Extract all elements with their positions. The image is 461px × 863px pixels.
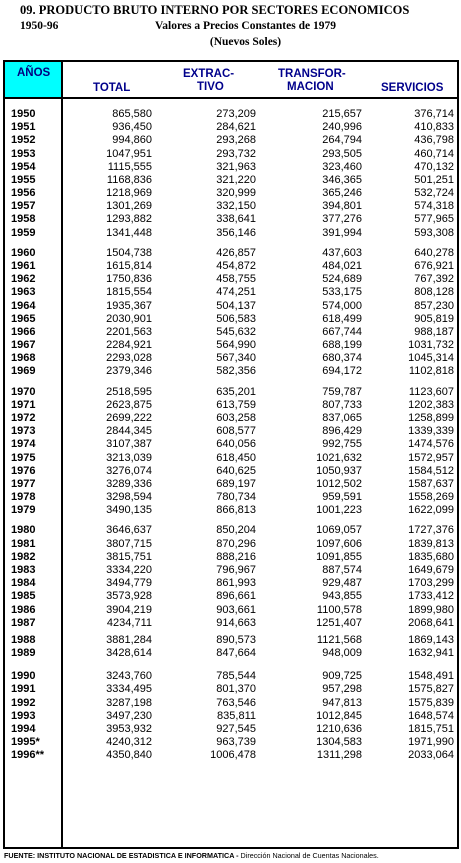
transformacion-cell: 992,755 [322,438,362,451]
transformacion-cell: 959,591 [322,491,362,503]
table-row [3,736,459,749]
table-row [3,365,459,378]
total-cell: 3428,614 [106,647,152,659]
total-cell: 3276,074 [106,464,152,477]
year-cell: 1964 [11,299,36,312]
table-row [3,326,459,339]
table-row [3,260,459,273]
table-row [3,723,459,736]
year-cell: 1955 [11,173,36,186]
servicios-cell: 1202,383 [408,398,454,411]
transformacion-cell: 365,246 [322,187,362,200]
year-cell: 1988 [11,633,36,646]
extractivo-cell: 284,621 [216,121,256,134]
table-row [3,465,459,478]
servicios-cell: 1733,412 [408,590,454,603]
table-row [3,634,459,647]
table-row [3,108,459,121]
total-cell: 3904,219 [106,603,152,616]
servicios-cell: 1899,980 [408,603,454,616]
extractivo-cell: 785,544 [216,670,256,683]
extractivo-cell: 567,340 [216,352,256,365]
extractivo-cell: 890,573 [216,633,256,646]
table-row [3,617,459,630]
extractivo-cell: 454,872 [216,260,256,272]
transformacion-cell: 1012,502 [316,477,362,490]
total-cell: 4350,840 [106,749,152,762]
year-cell: 1992 [11,696,36,709]
transformacion-cell: 1251,407 [316,616,362,629]
extractivo-cell: 564,990 [216,339,256,352]
transformacion-cell: 957,298 [322,683,362,696]
year-cell: 1967 [11,339,36,352]
extractivo-cell: 801,370 [216,683,256,696]
table-row [3,452,459,465]
table-row [3,647,459,660]
extractivo-cell: 504,137 [216,299,256,312]
total-cell: 2699,222 [106,412,152,424]
total-cell: 3497,230 [106,709,152,722]
total-cell: 3287,198 [106,696,152,709]
total-cell: 2844,345 [106,425,152,438]
year-cell: 1969 [11,365,36,378]
total-cell: 3953,932 [106,722,152,735]
servicios-cell: 1045,314 [408,352,454,365]
transformacion-cell: 948,009 [322,647,362,659]
table-title: 09. PRODUCTO BRUTO INTERNO POR SECTORES ECONOMICOS [20,3,410,17]
transformacion-cell: 680,374 [322,352,362,365]
table-row [3,313,459,326]
extractivo-cell: 474,251 [216,286,256,299]
year-cell: 1971 [11,398,36,411]
servicios-cell: 577,965 [414,213,454,226]
year-cell: 1989 [11,647,36,659]
source-note-bold: FUENTE: INSTITUTO NACIONAL DE ESTADISTICA E INFORMATICA - [4,851,239,860]
transformacion-cell: 484,021 [322,260,362,272]
servicios-cell: 1632,941 [408,647,454,659]
year-cell: 1953 [11,147,36,160]
extractivo-cell: 426,857 [216,246,256,259]
servicios-cell: 376,714 [414,108,454,120]
year-cell: 1951 [11,121,36,134]
table-row [3,683,459,696]
extractivo-cell: 689,197 [216,477,256,490]
transformacion-cell: 264,794 [322,134,362,147]
total-cell: 2518,595 [106,385,152,398]
header-anos: AÑOS [17,67,51,79]
year-cell: 1950 [11,108,36,120]
total-cell: 4234,711 [106,616,152,629]
transformacion-cell: 1021,632 [316,451,362,464]
total-cell: 2293,028 [106,352,152,365]
transformacion-cell: 1311,298 [316,749,362,762]
year-cell: 1958 [11,213,36,226]
table-row [3,504,459,517]
transformacion-cell: 574,000 [322,299,362,312]
servicios-cell: 2033,064 [408,749,454,762]
extractivo-cell: 321,963 [216,160,256,173]
transformacion-cell: 837,065 [322,412,362,424]
transformacion-cell: 909,725 [322,670,362,683]
year-cell: 1960 [11,246,36,259]
subtitle-units: (Nuevos Soles) [209,36,282,48]
source-note-light: Dirección Nacional de Cuentas Nacionales. [238,851,379,860]
servicios-cell: 436,798 [414,134,454,147]
header-extractivo [183,68,234,94]
year-cell: 1965 [11,312,36,325]
servicios-cell: 1123,607 [408,385,454,398]
table-row [3,300,459,313]
transformacion-cell: 1069,057 [316,524,362,537]
servicios-cell: 1258,899 [408,412,454,424]
year-cell: 1961 [11,260,36,272]
transformacion-cell: 524,689 [322,273,362,286]
extractivo-cell: 927,545 [216,722,256,735]
total-cell: 3573,928 [106,590,152,603]
extractivo-cell: 640,056 [216,438,256,451]
total-cell: 3807,715 [106,537,152,550]
transformacion-cell: 1012,845 [316,709,362,722]
total-cell: 1047,951 [106,147,152,160]
total-cell: 4240,312 [106,736,152,749]
servicios-cell: 1031,732 [408,339,454,352]
total-cell: 994,860 [112,134,152,147]
transformacion-cell: 1091,855 [316,550,362,563]
transformacion-cell: 1100,578 [316,603,362,616]
table-row [3,577,459,590]
table-row [3,438,459,451]
extractivo-cell: 796,967 [216,563,256,576]
year-cell: 1990 [11,670,36,683]
table-row [3,604,459,617]
year-cell: 1962 [11,273,36,286]
extractivo-cell: 780,734 [216,491,256,503]
extractivo-cell: 293,732 [216,147,256,160]
total-cell: 2623,875 [106,398,152,411]
total-cell: 1293,882 [106,213,152,226]
table-row [3,538,459,551]
transformacion-cell: 1050,937 [316,464,362,477]
servicios-cell: 808,128 [414,286,454,299]
servicios-cell: 1622,099 [408,504,454,517]
extractivo-cell: 888,216 [216,550,256,563]
servicios-cell: 1835,680 [408,550,454,563]
extractivo-cell: 914,663 [216,616,256,629]
total-cell: 3213,039 [106,451,152,464]
year-cell: 1982 [11,550,36,563]
transformacion-cell: 1121,568 [316,633,362,646]
year-cell: 1966 [11,325,36,338]
extractivo-cell: 866,813 [216,504,256,517]
year-cell: 1986 [11,603,36,616]
table-row [3,670,459,683]
table-row [3,412,459,425]
total-cell: 1115,555 [107,160,152,173]
year-cell: 1987 [11,616,36,629]
table-row [3,339,459,352]
table-row [3,551,459,564]
year-cell: 1972 [11,412,36,424]
servicios-cell: 676,921 [414,260,454,272]
transformacion-cell: 807,733 [322,398,362,411]
servicios-cell: 532,724 [414,187,454,200]
extractivo-cell: 847,664 [216,647,256,659]
servicios-cell: 1727,376 [408,524,454,537]
total-cell: 3334,220 [106,563,152,576]
year-cell: 1968 [11,352,36,365]
extractivo-cell: 608,577 [216,425,256,438]
extractivo-cell: 582,356 [216,365,256,378]
table-row [3,352,459,365]
servicios-cell: 988,187 [414,325,454,338]
servicios-cell: 1102,818 [408,365,454,378]
year-cell: 1974 [11,438,36,451]
header-total: TOTAL [93,82,131,94]
servicios-cell: 460,714 [414,147,454,160]
table-row [3,386,459,399]
servicios-cell: 1703,299 [408,577,454,590]
extractivo-cell: 635,201 [216,385,256,398]
transformacion-cell: 240,996 [322,121,362,134]
source-note [4,851,379,860]
transformacion-cell: 346,365 [322,173,362,186]
table-row [3,213,459,226]
extractivo-cell: 763,546 [216,696,256,709]
table-row [3,399,459,412]
transformacion-cell: 323,460 [322,160,362,173]
table-row [3,590,459,603]
servicios-cell: 767,392 [414,273,454,286]
total-cell: 3289,336 [106,477,152,490]
servicios-cell: 501,251 [414,173,454,186]
servicios-cell: 1572,957 [408,451,454,464]
year-cell: 1959 [11,226,36,239]
table-row [3,478,459,491]
transformacion-cell: 215,657 [322,108,362,120]
table-row [3,200,459,213]
table-row [3,161,459,174]
total-cell: 1504,738 [106,246,152,259]
total-cell: 865,580 [112,108,152,120]
transformacion-cell: 533,175 [322,286,362,299]
transformacion-cell: 688,199 [322,339,362,352]
servicios-cell: 574,318 [414,200,454,213]
servicios-cell: 1869,143 [408,633,454,646]
total-cell: 1750,836 [106,273,152,286]
table-row [3,425,459,438]
extractivo-cell: 273,209 [216,108,256,120]
year-cell: 1995* [11,736,40,749]
table-row [3,710,459,723]
period-label: 1950-96 [20,20,59,32]
servicios-cell: 1558,269 [408,491,454,503]
extractivo-cell: 603,258 [216,412,256,424]
total-cell: 3490,135 [106,504,152,517]
table-row [3,174,459,187]
year-cell: 1963 [11,286,36,299]
servicios-cell: 1648,574 [408,709,454,722]
table-row [3,491,459,504]
year-cell: 1980 [11,524,36,537]
total-cell: 1341,448 [106,226,152,239]
header-extractivo-line2: TIVO [197,81,224,93]
servicios-cell: 470,132 [414,160,454,173]
servicios-cell: 1815,751 [408,722,454,735]
servicios-cell: 1575,827 [408,683,454,696]
total-cell: 2030,901 [106,312,152,325]
year-cell: 1970 [11,385,36,398]
year-cell: 1957 [11,200,36,213]
total-cell: 2201,563 [106,325,152,338]
year-cell: 1993 [11,709,36,722]
extractivo-cell: 1006,478 [210,749,256,762]
year-cell: 1991 [11,683,36,696]
year-cell: 1975 [11,451,36,464]
transformacion-cell: 377,276 [322,213,362,226]
total-cell: 1168,836 [106,173,152,186]
servicios-cell: 593,308 [414,226,454,239]
table-row [3,564,459,577]
header-extractivo-line1: EXTRAC- [183,68,235,80]
year-cell: 1973 [11,425,36,438]
transformacion-cell: 929,487 [322,577,362,590]
table-row [3,697,459,710]
header-transformacion-line2: MACION [287,81,334,93]
extractivo-cell: 321,220 [216,173,256,186]
servicios-cell: 1584,512 [408,464,454,477]
table-row [3,134,459,147]
year-cell: 1983 [11,563,36,576]
servicios-cell: 1649,679 [408,563,454,576]
table-row [3,187,459,200]
table-row [3,524,459,537]
total-cell: 1301,269 [106,200,152,213]
year-cell: 1954 [11,160,36,173]
total-cell: 3494,779 [106,577,152,590]
extractivo-cell: 896,661 [216,590,256,603]
extractivo-cell: 618,450 [216,451,256,464]
year-cell: 1977 [11,477,36,490]
extractivo-cell: 458,755 [216,273,256,286]
total-cell: 3646,637 [106,524,152,537]
table-row [3,247,459,260]
transformacion-cell: 759,787 [322,385,362,398]
transformacion-cell: 1001,223 [316,504,362,517]
extractivo-cell: 963,739 [216,736,256,749]
table-row [3,273,459,286]
total-cell: 2379,346 [106,365,152,378]
year-cell: 1985 [11,590,36,603]
total-cell: 3334,495 [106,683,152,696]
transformacion-cell: 394,801 [322,200,362,213]
table-row [3,148,459,161]
servicios-cell: 905,819 [414,312,454,325]
year-cell: 1979 [11,504,36,517]
header-servicios: SERVICIOS [381,82,444,94]
year-cell: 1952 [11,134,36,147]
table-row [3,121,459,134]
servicios-cell: 1587,637 [408,477,454,490]
extractivo-cell: 356,146 [216,226,256,239]
transformacion-cell: 1097,606 [316,537,362,550]
servicios-cell: 1971,990 [408,736,454,749]
total-cell: 3298,594 [106,491,152,503]
year-cell: 1994 [11,722,36,735]
servicios-cell: 410,833 [414,121,454,134]
extractivo-cell: 293,268 [216,134,256,147]
subtitle-prices: Valores a Precios Constantes de 1979 [155,20,336,32]
table-row [3,286,459,299]
table-row [3,749,459,762]
servicios-cell: 1839,813 [408,537,454,550]
extractivo-cell: 338,641 [216,213,256,226]
extractivo-cell: 320,999 [216,187,256,200]
servicios-cell: 1575,839 [408,696,454,709]
extractivo-cell: 332,150 [216,200,256,213]
extractivo-cell: 903,661 [216,603,256,616]
total-cell: 3881,284 [106,633,152,646]
extractivo-cell: 835,811 [217,709,256,722]
transformacion-cell: 437,603 [322,246,362,259]
year-cell: 1996** [11,749,45,762]
transformacion-cell: 896,429 [322,425,362,438]
extractivo-cell: 613,759 [216,398,256,411]
servicios-cell: 1474,576 [408,438,454,451]
transformacion-cell: 947,813 [322,696,362,709]
transformacion-cell: 667,744 [322,325,362,338]
year-cell: 1984 [11,577,36,590]
servicios-cell: 1548,491 [408,670,454,683]
year-cell: 1956 [11,187,36,200]
transformacion-cell: 293,505 [322,147,362,160]
year-cell: 1978 [11,491,36,503]
extractivo-cell: 861,993 [216,577,256,590]
total-cell: 1935,367 [106,299,152,312]
header-transformacion-line1: TRANSFOR- [278,68,346,80]
transformacion-cell: 694,172 [322,365,362,378]
servicios-cell: 857,230 [414,299,454,312]
year-cell: 1981 [11,537,36,550]
servicios-cell: 640,278 [414,246,454,259]
servicios-cell: 1339,339 [408,425,454,438]
transformacion-cell: 1304,583 [316,736,362,749]
total-cell: 3107,387 [106,438,152,451]
total-cell: 936,450 [112,121,152,134]
extractivo-cell: 850,204 [216,524,256,537]
total-cell: 2284,921 [106,339,152,352]
transformacion-cell: 1210,636 [316,722,362,735]
extractivo-cell: 640,625 [216,464,256,477]
transformacion-cell: 391,994 [322,226,362,239]
total-cell: 1815,554 [106,286,152,299]
total-cell: 1218,969 [106,187,152,200]
transformacion-cell: 618,499 [322,312,362,325]
header-transformacion [278,68,346,94]
total-cell: 1615,814 [106,260,152,272]
transformacion-cell: 943,855 [322,590,362,603]
total-cell: 3243,760 [106,670,152,683]
extractivo-cell: 506,583 [216,312,256,325]
extractivo-cell: 870,296 [216,537,256,550]
transformacion-cell: 887,574 [322,563,362,576]
year-cell: 1976 [11,464,36,477]
servicios-cell: 2068,641 [408,616,454,629]
total-cell: 3815,751 [106,550,152,563]
extractivo-cell: 545,632 [216,325,256,338]
table-row [3,227,459,240]
